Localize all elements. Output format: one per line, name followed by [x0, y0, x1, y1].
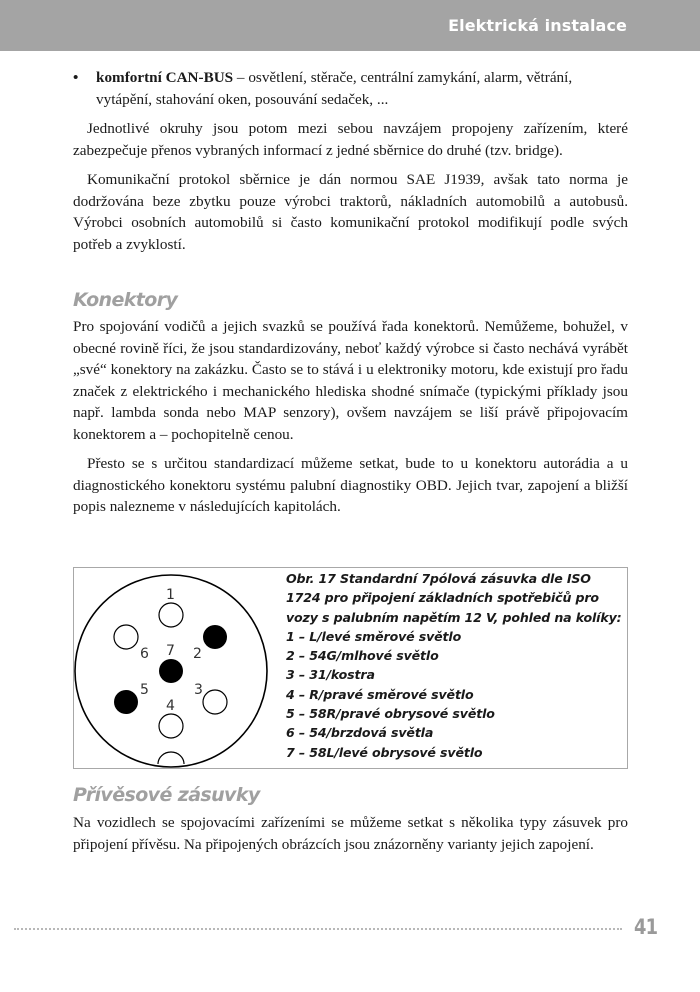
chapter-title: Elektrická instalace: [448, 16, 627, 35]
page-number: 41: [634, 915, 658, 939]
privesove-paragraphs: [73, 812, 628, 855]
pin-legend-item: 2 – 54G/mlhové světlo: [286, 648, 439, 664]
paragraph: Na vozidlech se spojovacími zařízeními se můžeme setkat s několika typy zásuvek pro připojení přívěsu. Na připojených obrázcích jsou znázorněny varianty jejich zapojení.: [73, 814, 628, 853]
seven-pin-socket-icon: [74, 568, 286, 769]
section-heading-konektory: Konektory: [73, 289, 178, 311]
pin-label-7: 7: [166, 643, 175, 659]
pin-label-2: 2: [193, 646, 202, 662]
pin-label-3: 3: [194, 682, 203, 698]
pin-label-6: 6: [140, 646, 149, 662]
pin-legend-item: 5 – 58R/pravé obrysové světlo: [286, 706, 495, 722]
figure-17-connector-diagram: [73, 567, 628, 769]
bullet-term: komfortní CAN-BUS: [96, 69, 234, 86]
footer-dotted-rule: [14, 928, 622, 930]
intro-paragraphs: [73, 118, 628, 255]
pin-label-5: 5: [140, 682, 149, 698]
running-header-bar: [0, 0, 700, 51]
pin-legend-item: 4 – R/pravé směrové světlo: [286, 686, 474, 702]
bullet-description: – osvětlení, stěrače, centrální zamykání, alarm, větrání, vytápění, stahování oken, posouvání sedaček, ...: [96, 69, 573, 108]
caption-line: 1724 pro připojení základních spotřebičů pro: [286, 590, 599, 606]
section-heading-privesove-zasuvky: Přívěsové zásuvky: [73, 784, 260, 806]
bullet-item-comfort-can-bus: [73, 67, 628, 110]
pin-label-1: 1: [166, 587, 175, 603]
konektory-paragraphs: [73, 316, 628, 518]
caption-line: Obr. 17 Standardní 7pólová zásuvka dle ISO: [286, 571, 591, 586]
caption-line: vozy s palubním napětím 12 V, pohled na kolíky:: [286, 609, 622, 625]
pin-legend-item: 6 – 54/brzdová světla: [286, 725, 434, 741]
figure-caption: [286, 569, 626, 762]
bullet-icon: •: [73, 69, 79, 86]
pin-legend-item: 7 – 58L/levé obrysové světlo: [286, 744, 483, 760]
pin-label-4: 4: [166, 698, 175, 714]
pin-legend-item: 1 – L/levé směrové světlo: [286, 628, 462, 644]
paragraph: Pro spojování vodičů a jejich svazků se používá řada konektorů. Nemůžeme, bohužel, v obecné rovině říci, že jsou standardizovány, neboť každý výrobce si často nechává vyrábět „své“ konektory na zakázku. Často se to stává i u elektroniky motoru, kde existují pro řadu značek z elektrického i mechanického hlediska shodné snímače (typickými příklady jsou např. lambda sonda nebo MAP senzory), ovšem navzájem se liší právě připojovacím konektorem a – pochopitelně cenou.: [73, 318, 628, 443]
paragraph: Komunikační protokol sběrnice je dán normou SAE J1939, avšak tato norma je dodržována beze zbytku pouze výrobci traktorů, nákladních automobilů a autobusů. Výrobci osobních automobilů si často komunikační protokol modifikují podle svých potřeb a zvyklostí.: [73, 171, 628, 253]
paragraph: Jednotlivé okruhy jsou potom mezi sebou navzájem propojeny zařízením, které zabezpečuje přenos vybraných informací z jedné sběrnice do druhé (tzv. bridge).: [73, 120, 628, 159]
paragraph: Přesto se s určitou standardizací můžeme setkat, bude to u konektoru autorádia a u diagnostického konektoru systému palubní diagnostiky OBD. Jejich tvar, zapojení a bližší popis nalezneme v následujících kapitolách.: [73, 455, 628, 515]
pin-legend-item: 3 – 31/kostra: [286, 667, 375, 683]
